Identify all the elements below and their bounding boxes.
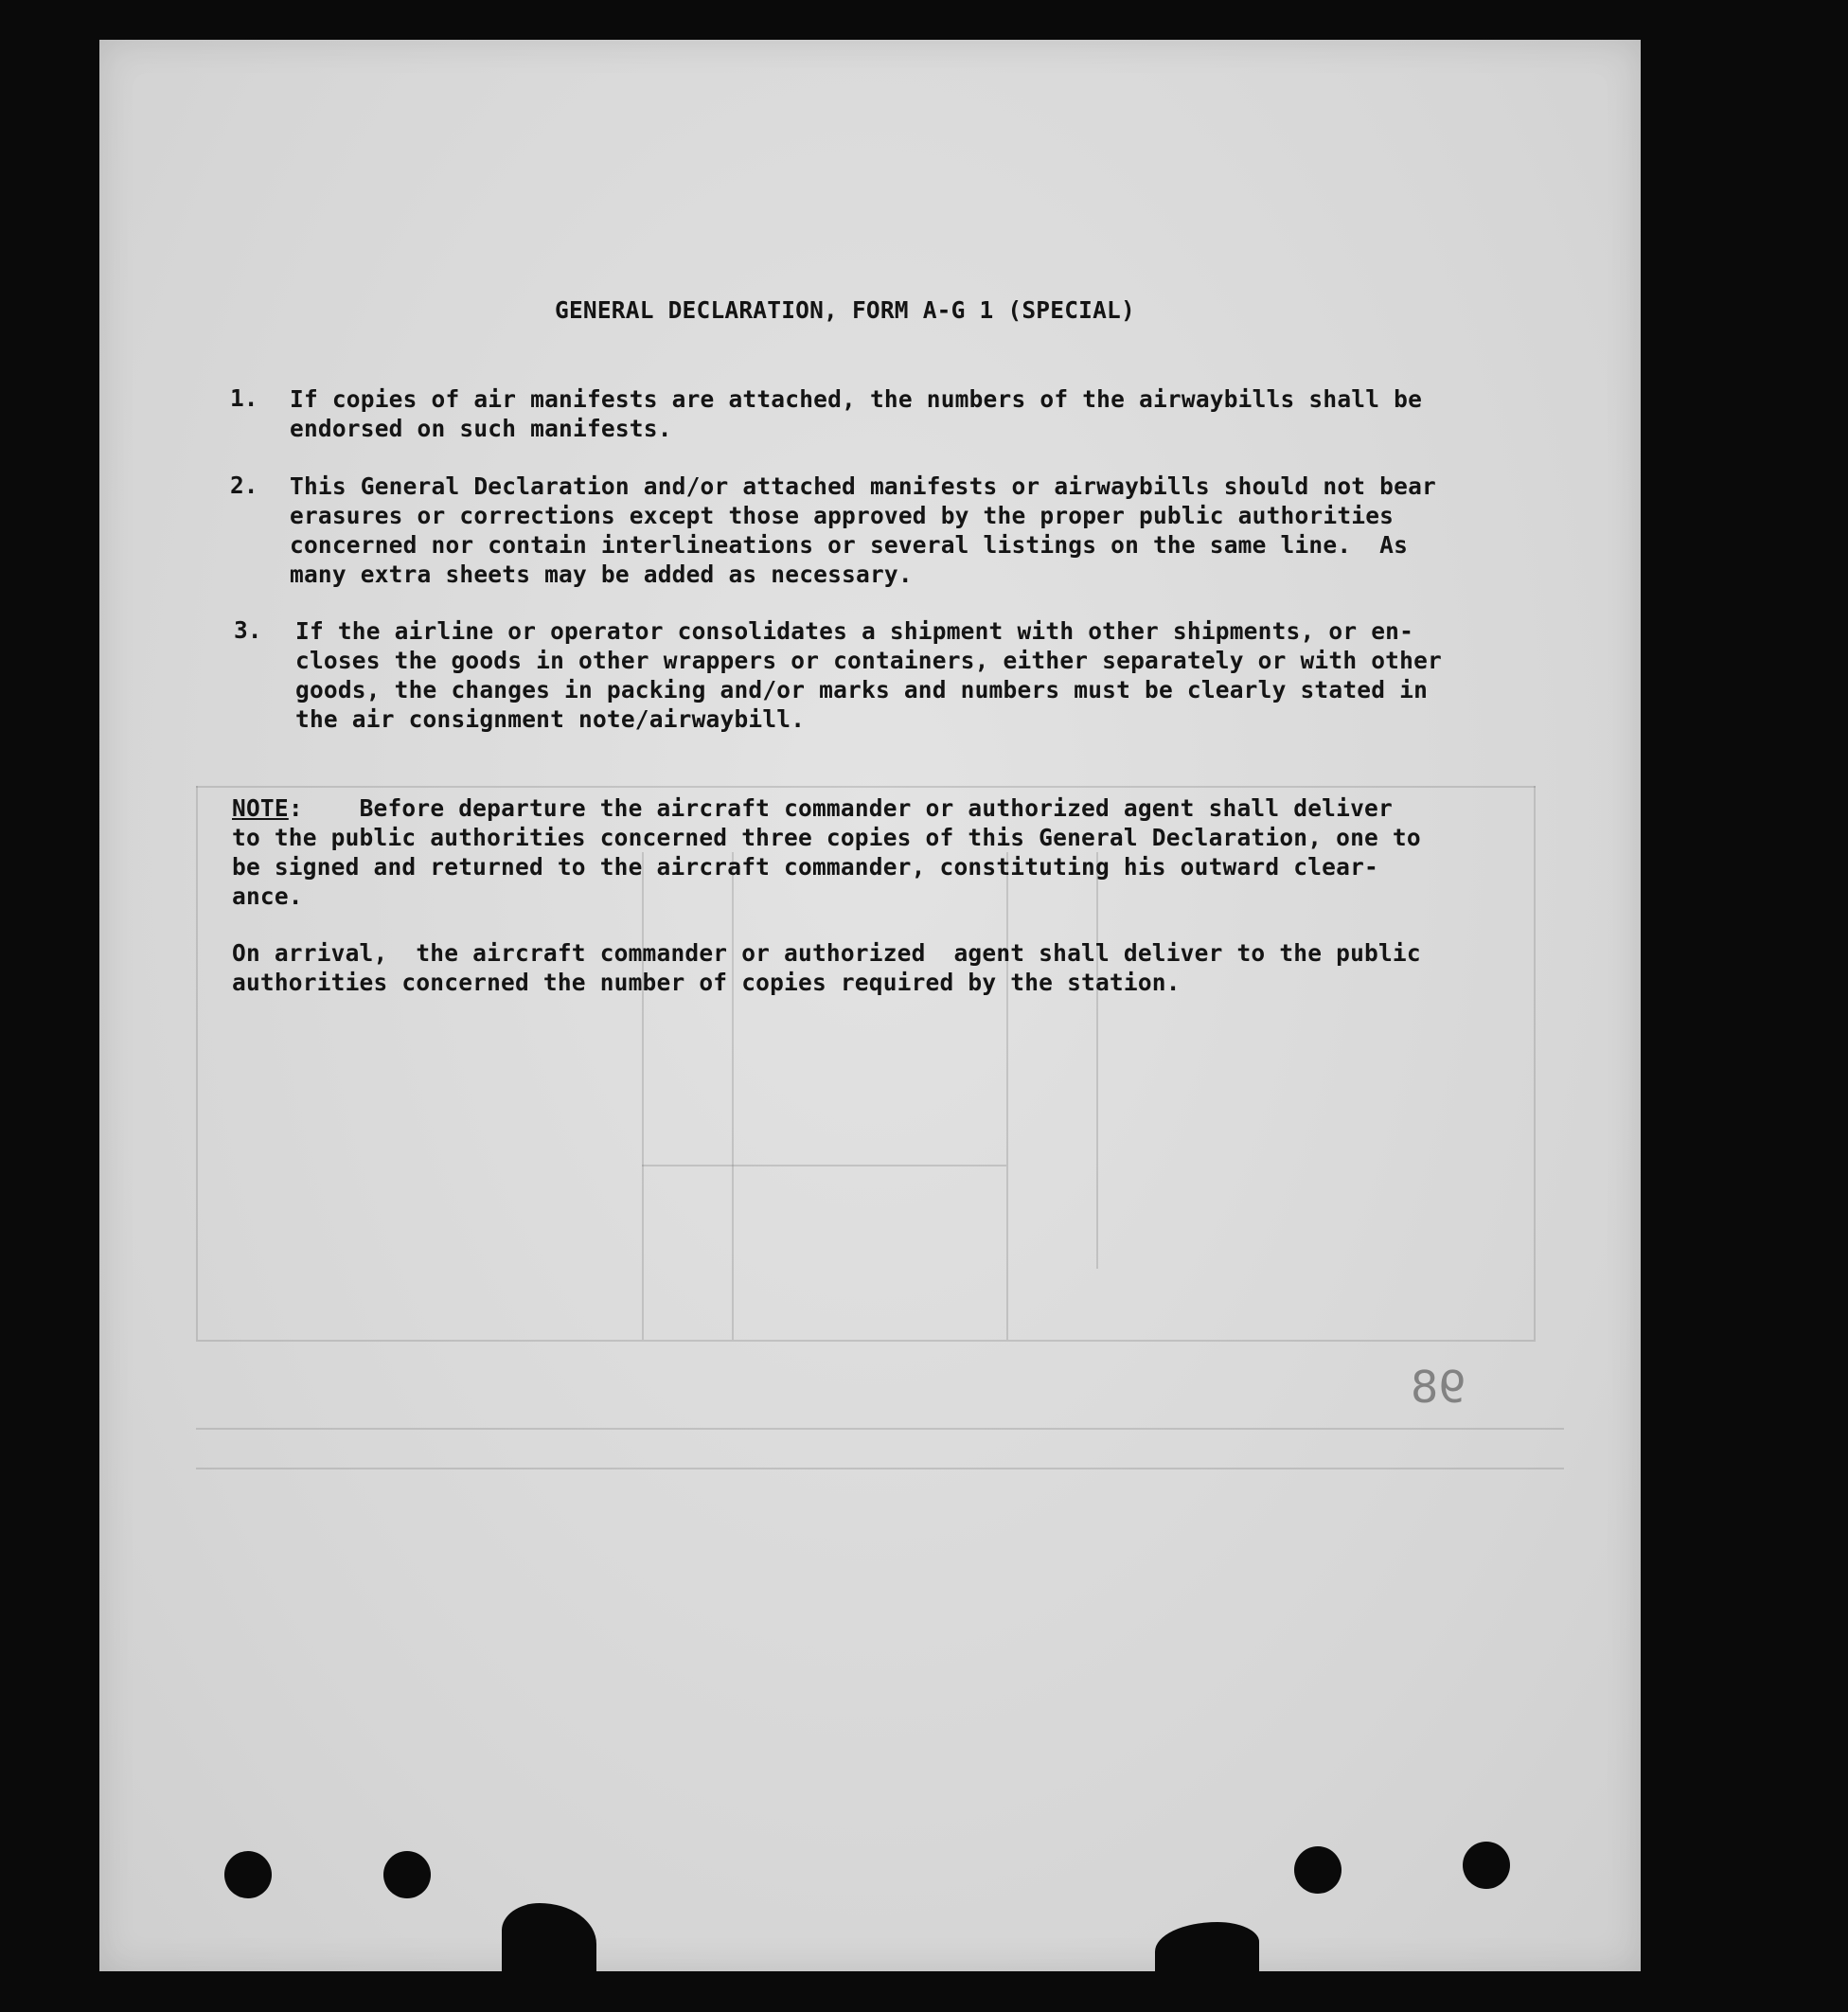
bleed-through-line (1006, 852, 1008, 1340)
bleed-through-line (196, 786, 198, 1340)
arrival-line: authorities concerned the number of copies required by the station. (232, 969, 1181, 996)
bleed-through-line (196, 1428, 1564, 1430)
item-line: If the airline or operator consolidates a shipment with other shipments, or en- (295, 617, 1414, 645)
note-paragraph (232, 793, 1421, 911)
punch-hole (224, 1851, 272, 1898)
item-2-text (290, 472, 1436, 589)
bleed-through-line (642, 852, 644, 1340)
item-number: 3. (234, 616, 262, 644)
bleed-through-line (196, 786, 1536, 788)
arrival-paragraph (232, 938, 1421, 997)
punch-hole (383, 1851, 431, 1898)
punch-hole (1294, 1846, 1342, 1894)
note-line: ance. (232, 882, 303, 910)
document-page (99, 40, 1641, 1971)
bleed-through-line (642, 1165, 1006, 1166)
bleed-through-line (196, 1468, 1564, 1469)
note-label: NOTE (232, 794, 289, 822)
note-line: : Before departure the aircraft commander or authorized agent shall deliver (288, 794, 1393, 822)
bleed-through-folio: 98 (1411, 1362, 1466, 1413)
item-3-text (295, 616, 1442, 734)
item-number: 1. (230, 384, 258, 412)
bleed-through-line (1534, 786, 1536, 1340)
document-title: GENERAL DECLARATION, FORM A-G 1 (SPECIAL) (555, 296, 1135, 324)
item-line: This General Declaration and/or attached manifests or airwaybills should not bear (290, 472, 1436, 500)
arrival-line: On arrival, the aircraft commander or authorized agent shall deliver to the public (232, 939, 1421, 967)
bleed-through-line (196, 1340, 1536, 1342)
note-line: to the public authorities concerned three copies of this General Declaration, one to (232, 824, 1421, 851)
note-line: be signed and returned to the aircraft commander, constituting his outward clear- (232, 853, 1378, 881)
punch-hole (1463, 1842, 1510, 1889)
bleed-through-line (1096, 852, 1098, 1269)
item-line: endorsed on such manifests. (290, 415, 672, 442)
bleed-through-line (732, 852, 734, 1340)
item-line: erasures or corrections except those approved by the proper public authorities (290, 502, 1395, 529)
item-1-text (290, 384, 1422, 443)
item-line: If copies of air manifests are attached, the numbers of the airwaybills shall be (290, 385, 1423, 413)
item-number: 2. (230, 472, 258, 499)
item-line: the air consignment note/airwaybill. (295, 705, 806, 733)
item-line: goods, the changes in packing and/or marks and numbers must be clearly stated in (295, 676, 1429, 703)
item-line: concerned nor contain interlineations or several listings on the same line. As (290, 531, 1409, 559)
item-line: many extra sheets may be added as necessary. (290, 561, 913, 588)
item-line: closes the goods in other wrappers or containers, either separately or with other (295, 647, 1442, 674)
